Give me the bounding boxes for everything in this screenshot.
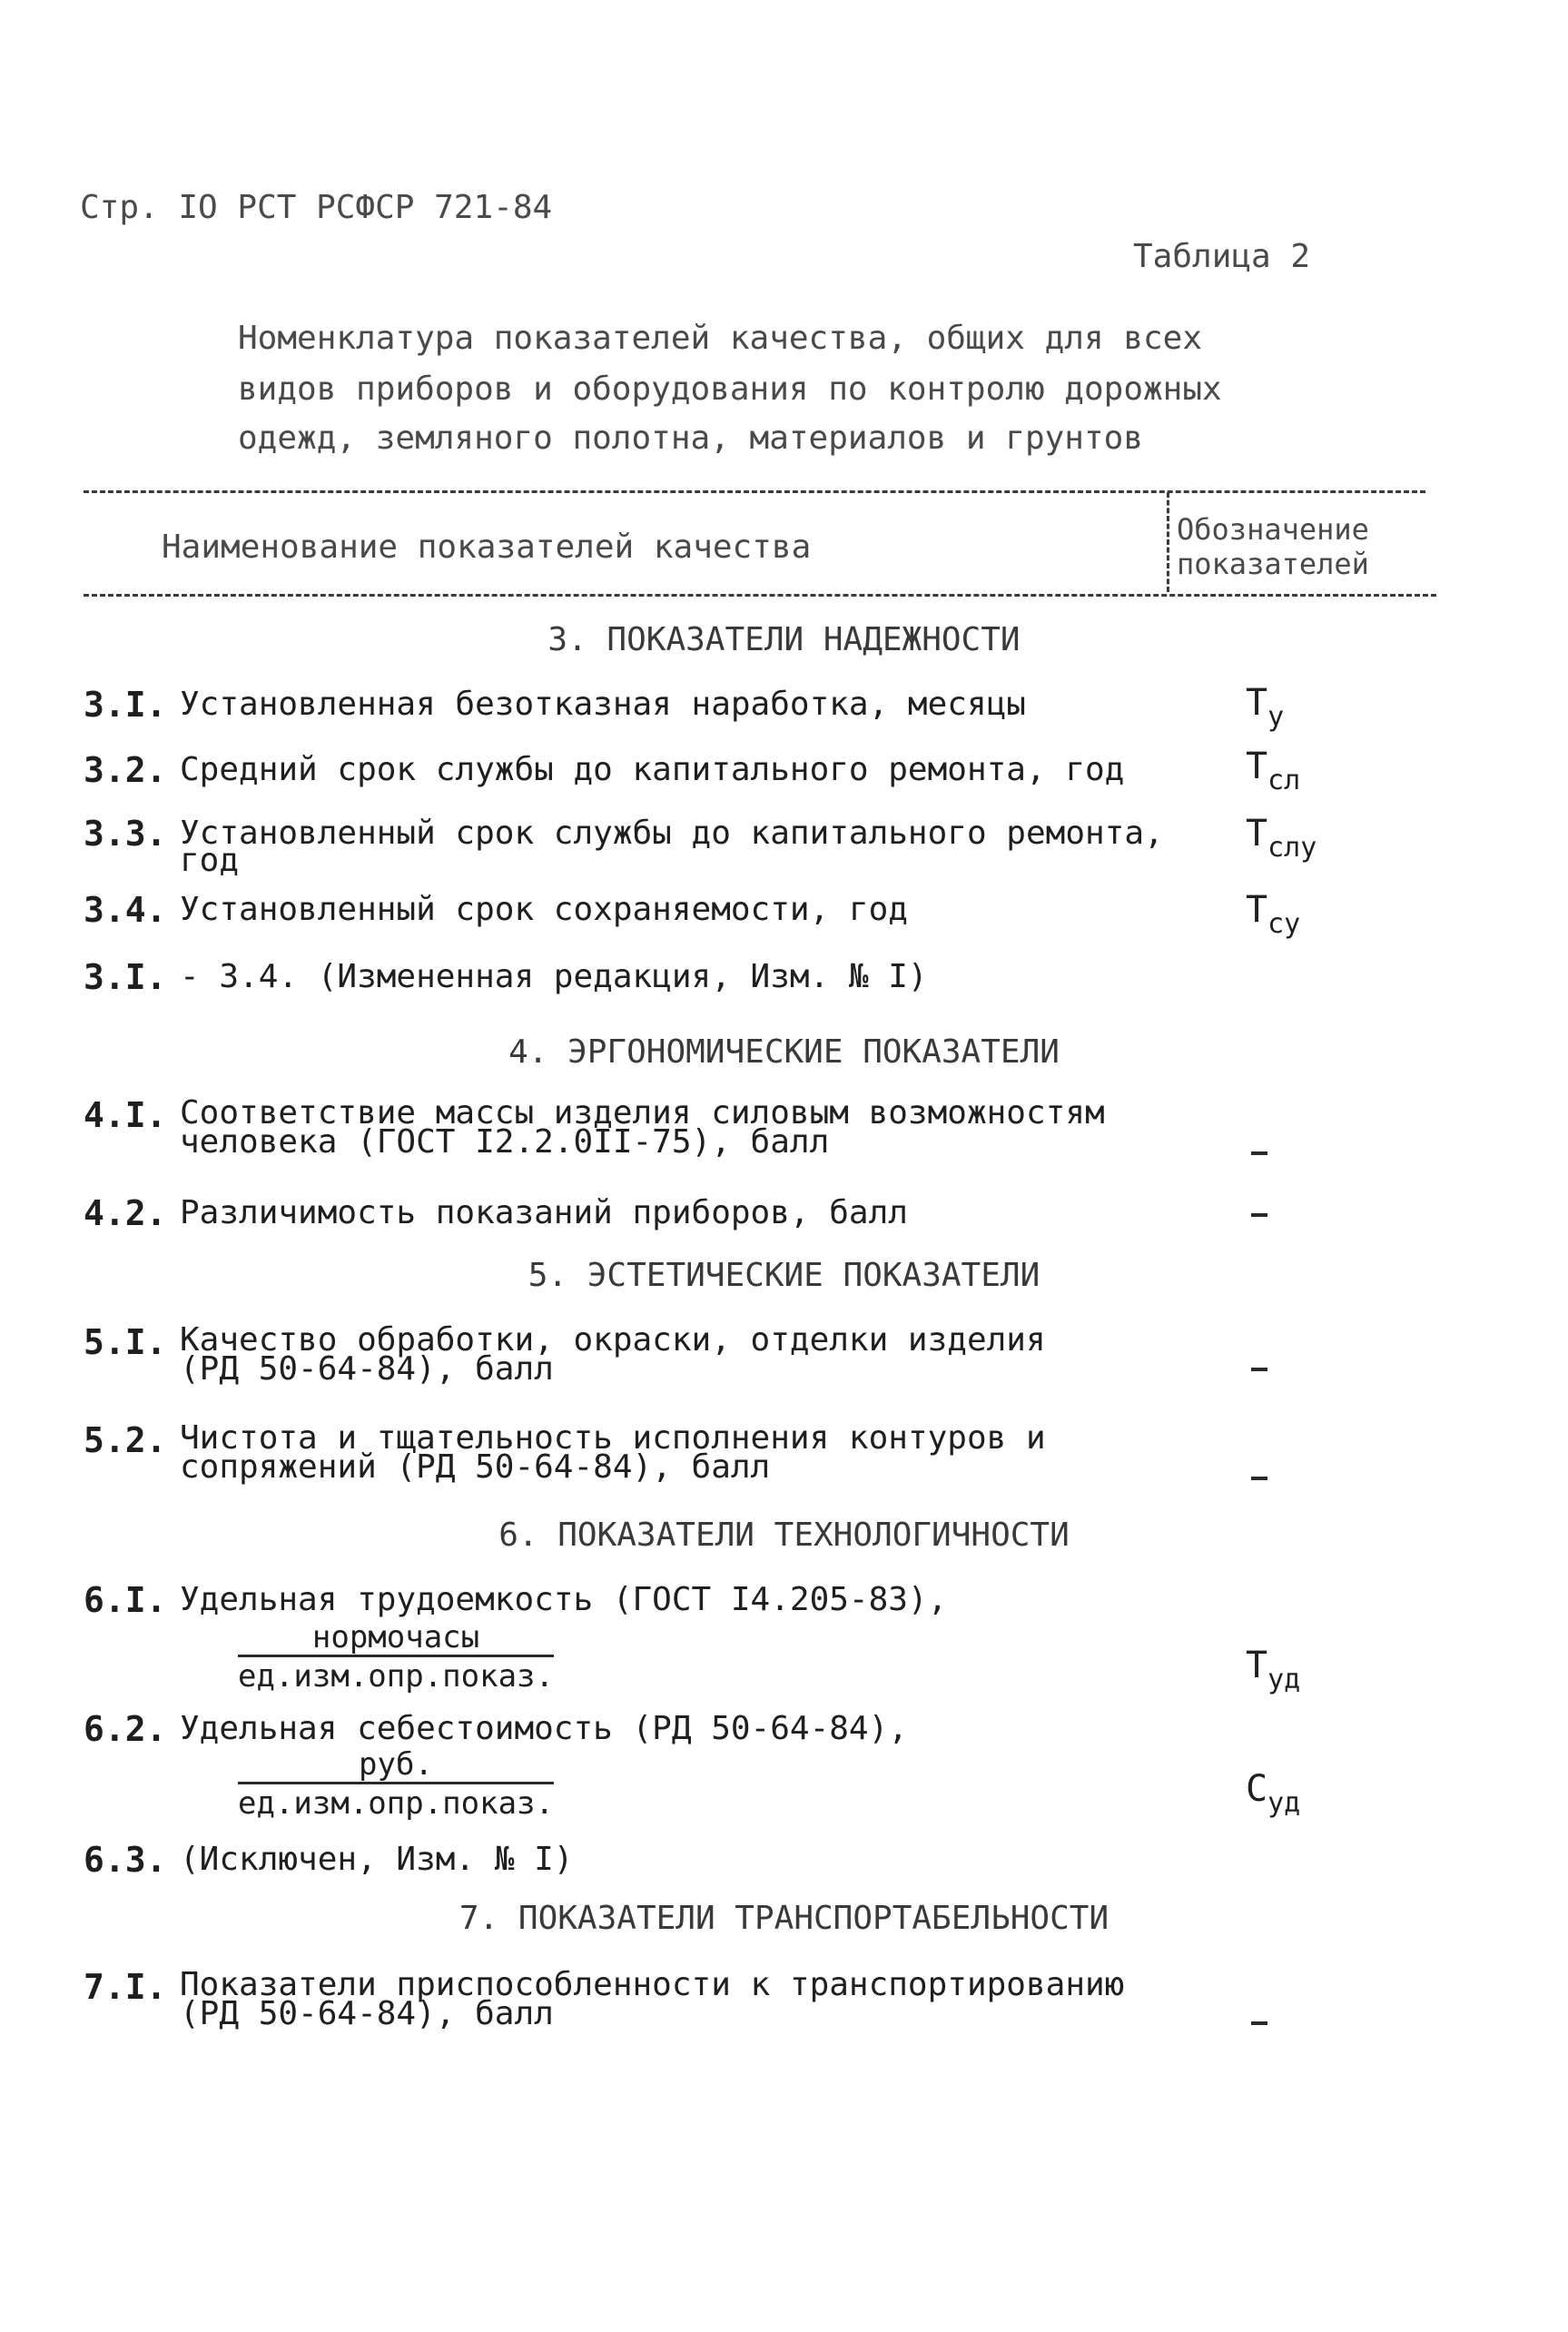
amendment-note: - 3.4. (Измененная редакция, Изм. № I) xyxy=(180,958,928,995)
row-number: 3.3. xyxy=(84,814,167,854)
fraction-numerator: нормочасы xyxy=(311,1619,480,1655)
row-number: 3.I. xyxy=(84,957,167,997)
row-symbol-dash xyxy=(1251,1368,1267,1371)
row-symbol: $С_{уд}$ xyxy=(1246,1768,1301,1819)
table-caption-line-1: Номенклатура показателей качества, общих для всех xyxy=(238,320,1203,357)
row-number: 5.I. xyxy=(84,1322,167,1362)
row-number: 3.4. xyxy=(84,890,167,930)
table-caption-line-2: видов приборов и оборудования по контролю дорожных xyxy=(238,371,1222,408)
row-text: Установленный срок службы до капитального ремонта, xyxy=(180,815,1164,852)
row-text: Установленный срок сохраняемости, год xyxy=(180,891,908,928)
row-symbol: $Т_{су}$ xyxy=(1246,889,1301,940)
fraction-numerator: руб. xyxy=(359,1746,433,1783)
row-text: Качество обработки, окраски, отделки изделия xyxy=(180,1321,1046,1359)
row-text: (Исключен, Изм. № I) xyxy=(180,1841,574,1878)
row-symbol-dash xyxy=(1251,1477,1267,1480)
header-top-rule xyxy=(84,490,1425,493)
row-symbol: $Т_у$ xyxy=(1246,682,1285,733)
row-symbol: $Т_{уд}$ xyxy=(1246,1645,1301,1695)
row-number: 3.I. xyxy=(84,685,167,725)
fraction-denominator: ед.изм.опр.показ. xyxy=(238,1782,554,1821)
row-number: 6.3. xyxy=(84,1840,167,1880)
row-text: Различимость показаний приборов, балл xyxy=(180,1194,908,1231)
row-symbol-dash xyxy=(1251,1151,1267,1155)
column-header-symbol-1: Обозначение xyxy=(1177,512,1369,547)
row-number: 3.2. xyxy=(84,750,167,790)
row-text: Удельная трудоемкость (ГОСТ I4.205-83), xyxy=(180,1581,948,1618)
row-number: 6.2. xyxy=(84,1709,167,1749)
row-text-continued: сопряжений (РД 50-64-84), балл xyxy=(180,1448,771,1486)
row-symbol-dash xyxy=(1251,2021,1267,2025)
row-text: Средний срок службы до капитального ремонта, год xyxy=(180,751,1125,788)
section-3-title: 3. ПОКАЗАТЕЛИ НАДЕЖНОСТИ xyxy=(547,621,1021,658)
column-header-name: Наименование показателей качества xyxy=(162,529,812,566)
unit-fraction xyxy=(238,1747,554,1821)
row-text: Установленная безотказная наработка, месяцы xyxy=(180,686,1026,723)
table-label: Таблица 2 xyxy=(1133,238,1311,275)
row-text: Соответствие массы изделия силовым возможностям xyxy=(180,1094,1105,1131)
row-symbol: $Т_{сл}$ xyxy=(1246,746,1301,796)
row-text: Чистота и тщательность исполнения контуров и xyxy=(180,1419,1046,1457)
row-number: 4.I. xyxy=(84,1095,167,1135)
row-text-continued: человека (ГОСТ I2.2.0II-75), балл xyxy=(180,1123,830,1161)
header-bottom-rule xyxy=(84,594,1436,597)
section-7-title: 7. ПОКАЗАТЕЛИ ТРАНСПОРТАБЕЛЬНОСТИ xyxy=(459,1900,1109,1937)
column-header-symbol-2: показателей xyxy=(1177,547,1369,581)
row-text: Удельная себестоимость (РД 50-64-84), xyxy=(180,1710,908,1747)
row-text-continued: год xyxy=(180,842,240,879)
fraction-denominator: ед.изм.опр.показ. xyxy=(238,1655,554,1694)
row-number: 7.I. xyxy=(84,1967,167,2007)
section-4-title: 4. ЭРГОНОМИЧЕСКИЕ ПОКАЗАТЕЛИ xyxy=(508,1033,1060,1071)
row-text-continued: (РД 50-64-84), балл xyxy=(180,1995,554,2032)
unit-fraction xyxy=(238,1620,554,1694)
table-caption-line-3: одежд, земляного полотна, материалов и грунтов xyxy=(238,420,1143,457)
row-text-continued: (РД 50-64-84), балл xyxy=(180,1350,554,1388)
row-number: 5.2. xyxy=(84,1420,167,1460)
section-5-title: 5. ЭСТЕТИЧЕСКИЕ ПОКАЗАТЕЛИ xyxy=(528,1257,1040,1294)
row-symbol-dash xyxy=(1251,1213,1267,1217)
row-text: Показатели приспособленности к транспортированию xyxy=(180,1966,1125,2003)
section-6-title: 6. ПОКАЗАТЕЛИ ТЕХНОЛОГИЧНОСТИ xyxy=(498,1517,1070,1554)
row-number: 4.2. xyxy=(84,1193,167,1233)
row-number: 6.I. xyxy=(84,1580,167,1620)
column-divider xyxy=(1167,492,1169,592)
page-reference: Стр. IO РСТ РСФСР 721-84 xyxy=(80,189,553,226)
row-symbol: $Т_{слу}$ xyxy=(1246,813,1317,864)
